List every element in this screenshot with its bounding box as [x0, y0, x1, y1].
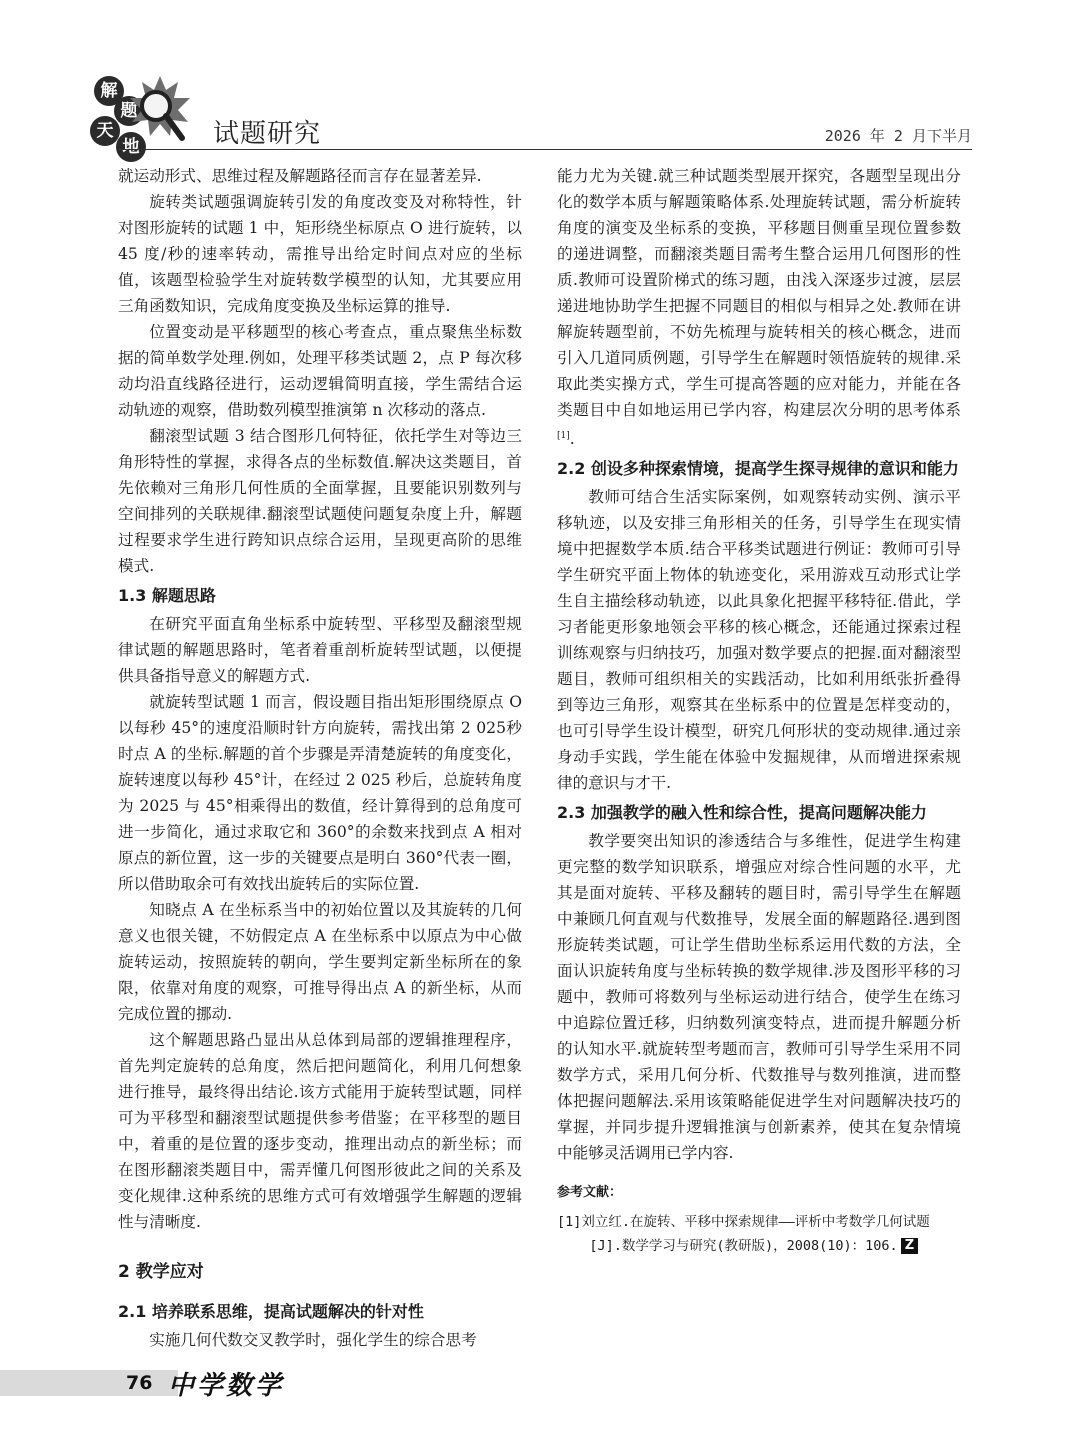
left-column: [118, 163, 522, 1353]
subsection-heading-2-2: 2.2 创设多种探索情境，提高学生探寻规律的意识和能力: [557, 459, 959, 479]
paragraph: 在研究平面直角坐标系中旋转型、平移型及翻滚型规律试题的解题思路时，笔者着重剖析旋转型试题，以便提供具备指导意义的解题方式.: [118, 615, 522, 685]
journal-name: 中学数学: [168, 1371, 285, 1401]
logo-char-di: 地: [116, 132, 146, 162]
paragraph: 旋转类试题强调旋转引发的角度改变及对称特性，针对图形旋转的试题 1 中，矩形绕坐标原点 O 进行旋转，以 45 度/秒的速率转动，需推导出给定时间点对应的坐标值，该题型检验学生对旋转数学模型的认知，尤其要应用三角函数知识，完成角度变换及坐标运算的推导.: [118, 193, 522, 315]
subsection-heading-1-3: 1.3 解题思路: [118, 586, 216, 605]
paragraph: 就旋转型试题 1 而言，假设题目指出矩形围绕原点 O 以每秒 45°的速度沿顺时针方向旋转，需找出第 2 025秒时点 A 的坐标.解题的首个步骤是弄清楚旋转的角度变化，旋转速度以每秒 45°计，在经过 2 025 秒后，总旋转角度为 2025 与 45°相乘得出的数值，经计算得到的总角度可进一步简化，通过求取它和 360°的余数来找到点 A 相对原点的新位置，这一步的关键要点是明白 360°代表一圈，所以借助取余可有效找出旋转后的实际位置.: [118, 693, 522, 893]
section-heading-2: 2 教学应对: [118, 1262, 204, 1282]
paragraph: 教师可结合生活实际案例，如观察转动实例、演示平移轨迹，以及安排三角形相关的任务，引导学生在现实情境中把握数学本质.结合平移类试题进行例证：教师可引导学生研究平面上物体的轨迹变化，采用游戏互动形式让学生自主描绘移动轨迹，以此具象化把握平移特征.借此，学习者能更形象地领会平移的核心概念，还能通过探索过程训练观察与归纳技巧，加强对数学要点的把握.面对翻滚型题目，教师可组织相关的实践活动，比如利用纸张折叠得到等边三角形，观察其在坐标系中的位置是怎样变动的，也可引导学生设计模型，研究几何形状的变动规律.通过亲身动手实践，学生能在体验中发掘规律，从而增进探索规律的意识与才干.: [557, 488, 961, 793]
issue-date: 2026 年 2 月下半月: [824, 127, 972, 145]
section-title: 试题研究: [213, 119, 322, 149]
right-column: [557, 163, 961, 1258]
paragraph: 教学要突出知识的渗透结合与多维性，促进学生构建更完整的数学知识联系，增强应对综合性问题的水平，尤其是面对旋转、平移及翻转的题目时，需引导学生在解题中兼顾几何直观与代数推导，发展全面的解题路径.遇到图形旋转类试题，可让学生借助坐标系运用代数的方法，全面认识旋转角度与坐标转换的数学规律.涉及图形平移的习题中，教师可将数列与坐标运动进行结合，使学生在练习中追踪位置迁移，归纳数列演变特点，进而提升解题分析的认知水平.就旋转型考题而言，教师可引导学生采用不同数学方式，采用几何分析、代数推导与数列推演，进而整体把握问题解法.采用该策略能促进学生对问题解决技巧的掌握，并同步提升逻辑推演与创新素养，使其在复杂情境中能够灵活调用已学内容.: [557, 832, 961, 1163]
logo-char-ti: 题: [114, 96, 144, 126]
paragraph: 知晓点 A 在坐标系当中的初始位置以及其旋转的几何意义也很关键，不妨假定点 A 在坐标系中以原点为中心做旋转运动，按照旋转的朝向，学生要判定新坐标所在的象限，依靠对角度的观察，可推导得出点 A 的新坐标，从而完成位置的挪动.: [118, 901, 522, 1023]
magnifier-leaf-icon: [120, 72, 194, 146]
paragraph: 就运动形式、思维过程及解题路径而言存在显著差异.: [118, 167, 482, 185]
article-end-mark: Z: [901, 1238, 918, 1254]
citation-marker: [1]: [557, 431, 570, 441]
section-logo: [82, 72, 194, 158]
paragraph: 这个解题思路凸显出从总体到局部的逻辑推理程序，首先判定旋转的总角度，然后把问题简化，利用几何想象进行推导，最终得出结论.该方式能用于旋转型试题，同样可为平移型和翻滚型试题提供参考借鉴；在平移型的题目中，着重的是位置的逐步变动，推理出动点的新坐标；而在图形翻滚类题目中，需弄懂几何图形彼此之间的关系及变化规律.这种系统的思维方式可有效增强学生解题的逻辑性与清晰度.: [118, 1031, 522, 1231]
subsection-heading-2-3: 2.3 加强教学的融入性和综合性，提高问题解决能力: [557, 803, 927, 823]
paragraph: 位置变动是平移题型的核心考查点，重点聚焦坐标数据的简单数学处理.例如，处理平移类试题 2，点 P 每次移动均沿直线路径进行，运动逻辑简明直接，学生需结合运动轨迹的观察，借助数列模型推演第 n 次移动的落点.: [118, 323, 522, 419]
header-divider: [118, 149, 972, 150]
logo-char-tian: 天: [90, 116, 120, 146]
references-title: 参考文献：: [557, 1185, 623, 1201]
logo-char-jie: 解: [94, 76, 124, 106]
paragraph: 翻滚型试题 3 结合图形几何特征，依托学生对等边三角形特性的掌握，求得各点的坐标数值.解决这类题目，首先依赖对三角形几何性质的全面掌握，且要能识别数列与空间排列的关联规律.翻滚型试题使问题复杂度上升，解题过程要求学生进行跨知识点综合运用，呈现更高阶的思维模式.: [118, 427, 522, 575]
subsection-heading-2-1: 2.1 培养联系思维，提高试题解决的针对性: [118, 1302, 424, 1321]
paragraph: 实施几何代数交叉教学时，强化学生的综合思考: [149, 1331, 477, 1349]
page-number: 76: [126, 1372, 153, 1394]
paragraph: 能力尤为关键.就三种试题类型展开探究，各题型呈现出分化的数学本质与解题策略体系.处理旋转试题，需分析旋转角度的演变及坐标系的变换，平移题目侧重呈现位置参数的递进调整，而翻滚类题目需考生整合运用几何图形的性质.教师可设置阶梯式的练习题，由浅入深逐步过渡，层层递进地协助学生把握不同题目的相似与相异之处.教师在讲解旋转题型前，不妨先梳理与旋转相关的核心概念，进而引入几道同质例题，引导学生在解题时领悟旋转的规律.采取此类实操方式，学生可提高答题的应对能力，并能在各类题目中自如地运用已学内容，构建层次分明的思考体系[1].: [557, 167, 961, 449]
reference-item: [1]刘立红.在旋转、平移中探索规律——评析中考数学几何试题[J].数学学习与研究(教研版)，2008(10)：106. Z: [557, 1214, 930, 1255]
